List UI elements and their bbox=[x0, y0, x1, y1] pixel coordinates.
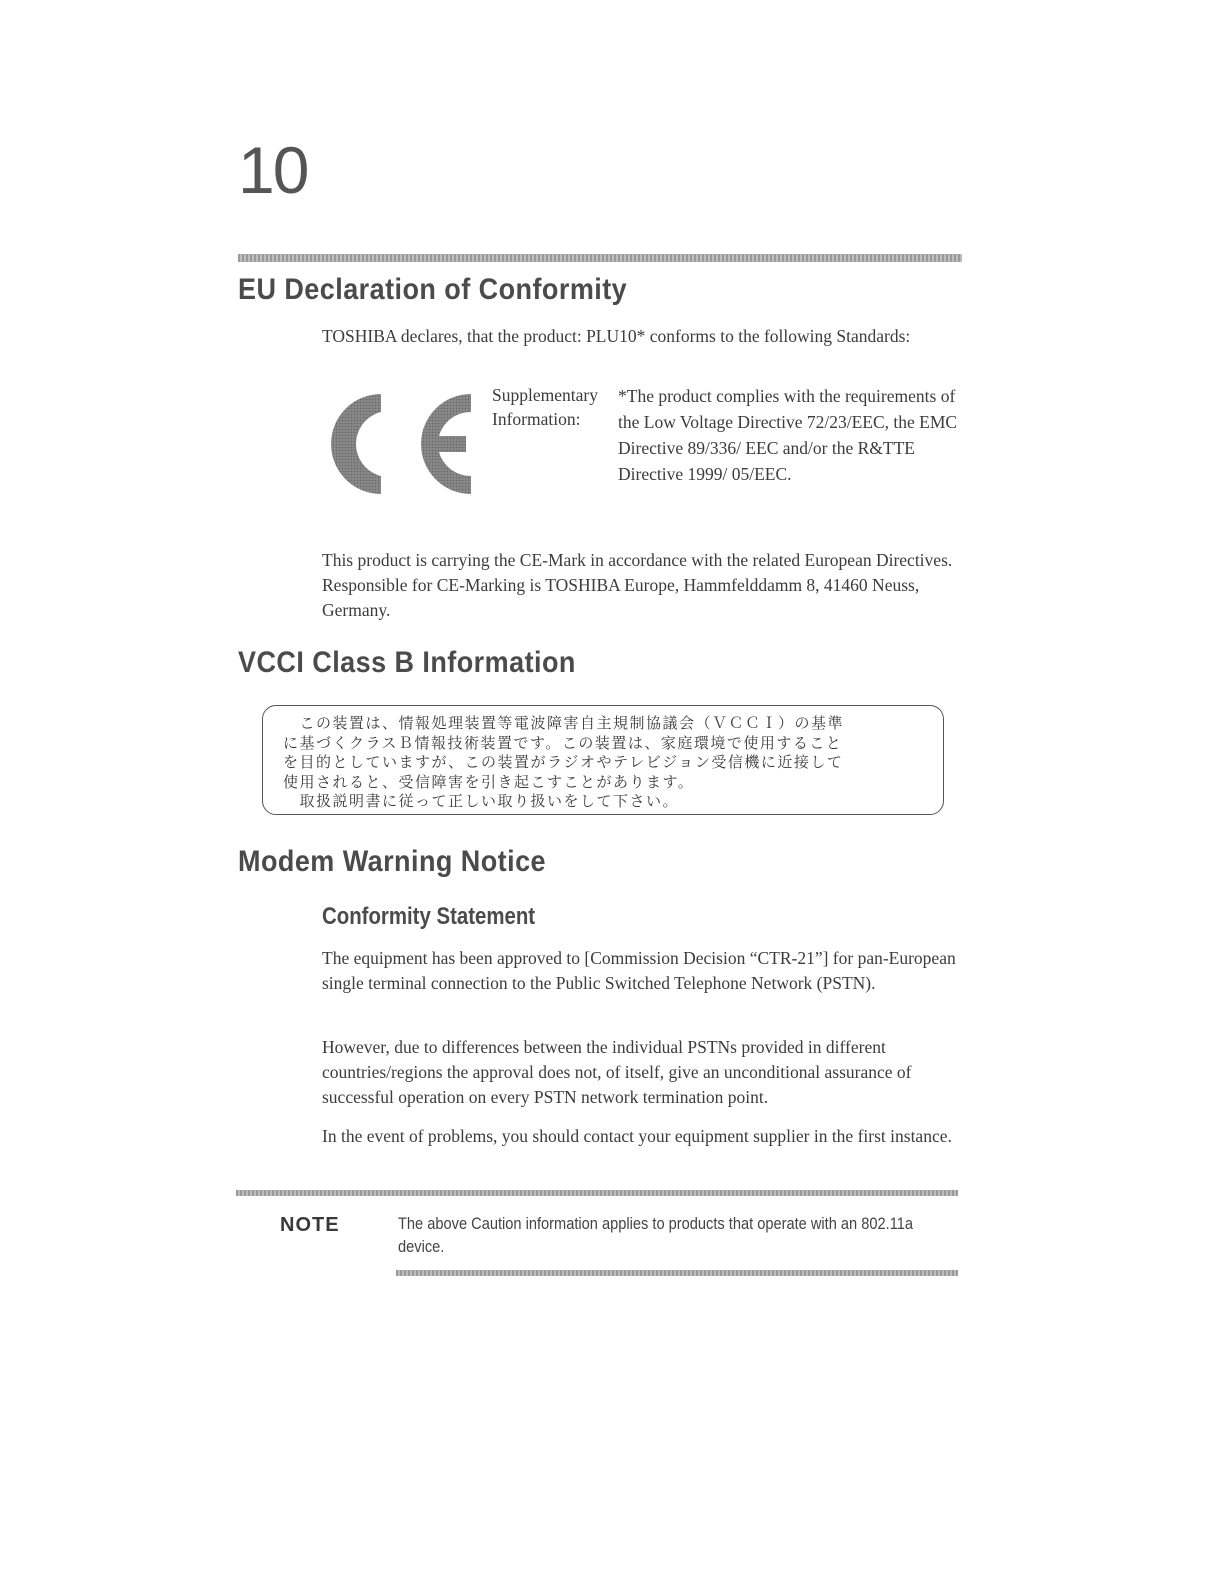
note-label: NOTE bbox=[280, 1214, 340, 1236]
modem-paragraph: However, due to differences between the individual PSTNs provided in different countries/regions the approval does not, of itself, give an unconditional assurance of successful operation on every PSTN network termination point. bbox=[322, 1037, 912, 1107]
note-bottom-rule bbox=[396, 1270, 958, 1276]
supplementary-label: Supplementary Information: bbox=[492, 385, 598, 429]
eu-declaration-heading: EU Declaration of Conformity bbox=[238, 273, 628, 306]
ce-mark-paragraph: This product is carrying the CE-Mark in accordance with the related European Directives. Responsible for CE-Marking is TOSHIBA Europe, Hammfelddamm 8, 41460 Neuss, Germany. bbox=[322, 550, 953, 620]
vcci-line: 取扱説明書に従って正しい取り扱いをして下さい。 bbox=[283, 792, 680, 810]
note-text: The above Caution information applies to products that operate with an 802.11a device. bbox=[398, 1214, 914, 1256]
conformity-statement-heading: Conformity Statement bbox=[322, 903, 536, 930]
section-rule bbox=[238, 254, 962, 262]
supplementary-text: *The product complies with the requirements of the Low Voltage Directive 72/23/EEC, the EMC Directive 89/336/ EEC and/or the R&TTE Directive 1999/ 05/EEC. bbox=[618, 386, 958, 484]
modem-warning-heading: Modem Warning Notice bbox=[238, 845, 547, 878]
vcci-line: を目的としていますが、この装置がラジオやテレビジョン受信機に近接して bbox=[283, 753, 844, 771]
vcci-notice-box bbox=[262, 705, 944, 815]
eu-intro-text: TOSHIBA declares, that the product: PLU10* conforms to the following Standards: bbox=[322, 326, 911, 346]
vcci-heading: VCCI Class B Information bbox=[238, 646, 576, 679]
vcci-line: に基づくクラスＢ情報技術装置です。この装置は、家庭環境で使用すること bbox=[283, 733, 843, 752]
vcci-line: この装置は、情報処理装置等電波障害自主規制協議会（ＶＣＣＩ）の基準 bbox=[283, 714, 845, 732]
page-number: 10 bbox=[238, 133, 308, 207]
ce-mark-logo bbox=[326, 386, 476, 502]
modem-paragraph: In the event of problems, you should contact your equipment supplier in the first instance. bbox=[322, 1126, 952, 1146]
note-top-rule bbox=[236, 1190, 958, 1196]
vcci-line: 使用されると、受信障害を引き起こすことがあります。 bbox=[283, 772, 695, 791]
modem-paragraph: The equipment has been approved to [Commission Decision “CTR-21”] for pan-European single terminal connection to the Public Switched Telephone Network (PSTN). bbox=[322, 948, 956, 993]
